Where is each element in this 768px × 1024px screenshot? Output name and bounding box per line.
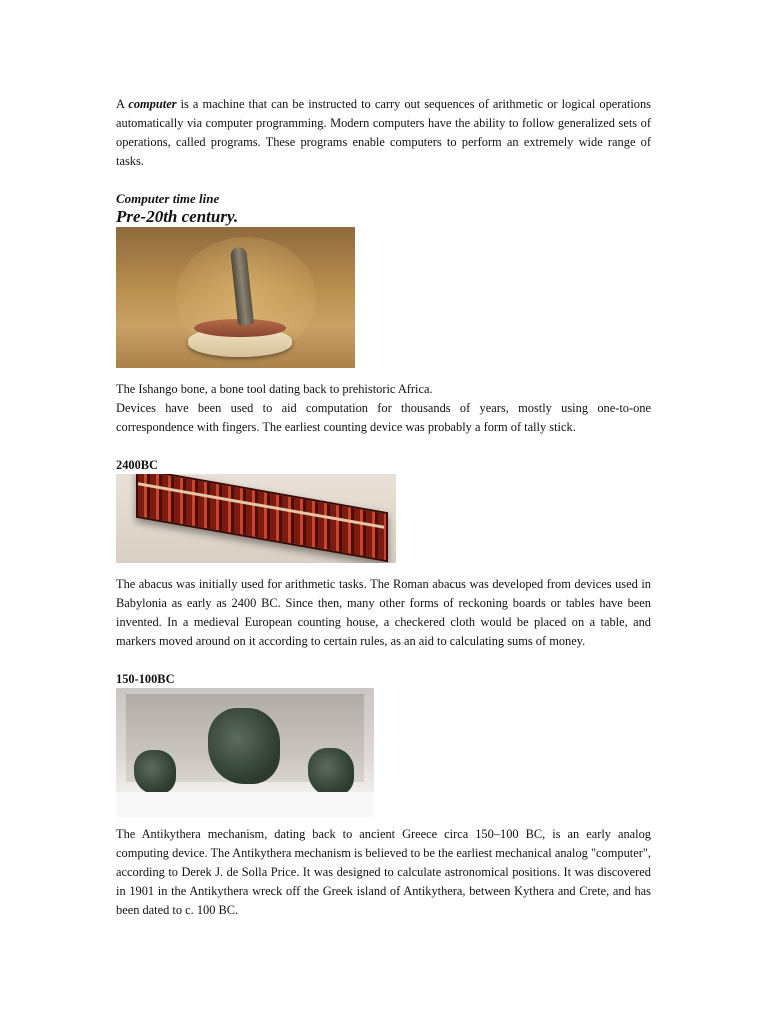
period-heading: Pre-20th century.	[116, 207, 239, 226]
antikythera-image	[116, 688, 374, 817]
year-heading-2400bc: 2400BC	[116, 458, 158, 472]
year-heading-150-100bc: 150-100BC	[116, 672, 175, 686]
abacus-image	[116, 474, 396, 563]
intro-paragraph	[116, 95, 651, 171]
intro-body: is a machine that can be instructed to carry out sequences of arithmetic or logical operations automatically via computer programming. Modern computers have the ability to follow generalized sets of operations, called programs. These programs enable computers to perform an extremely wide range of tasks.	[116, 97, 651, 168]
intro-prefix: A	[116, 97, 129, 111]
timeline-heading: Computer time line	[116, 191, 220, 206]
intro-emphasis-term: computer	[128, 97, 177, 111]
document-page	[116, 95, 651, 920]
section-text-tally: Devices have been used to aid computation for thousands of years, mostly using one-to-one correspondence with fingers. The earliest counting device was probably a form of tally stick.	[116, 401, 651, 434]
ishango-caption: The Ishango bone, a bone tool dating back to prehistoric Africa.	[116, 382, 433, 396]
section-text-antikythera: The Antikythera mechanism, dating back to ancient Greece circa 150–100 BC, is an early analog computing device. The Antikythera mechanism is believed to be the earliest mechanical analog "computer", according to Derek J. de Solla Price. It was designed to calculate astronomical positions. It was discovered in 1901 in the Antikythera wreck off the Greek island of Antikythera, between Kythera and Crete, and has been dated to c. 100 BC.	[116, 827, 651, 917]
ishango-bone-image	[116, 227, 355, 368]
section-text-abacus: The abacus was initially used for arithmetic tasks. The Roman abacus was developed from devices used in Babylonia as early as 2400 BC. Since then, many other forms of reckoning boards or tables have been invented. In a medieval European counting house, a checkered cloth would be placed on a table, and markers moved around on it according to certain rules, as an aid to calculating sums of money.	[116, 577, 651, 648]
